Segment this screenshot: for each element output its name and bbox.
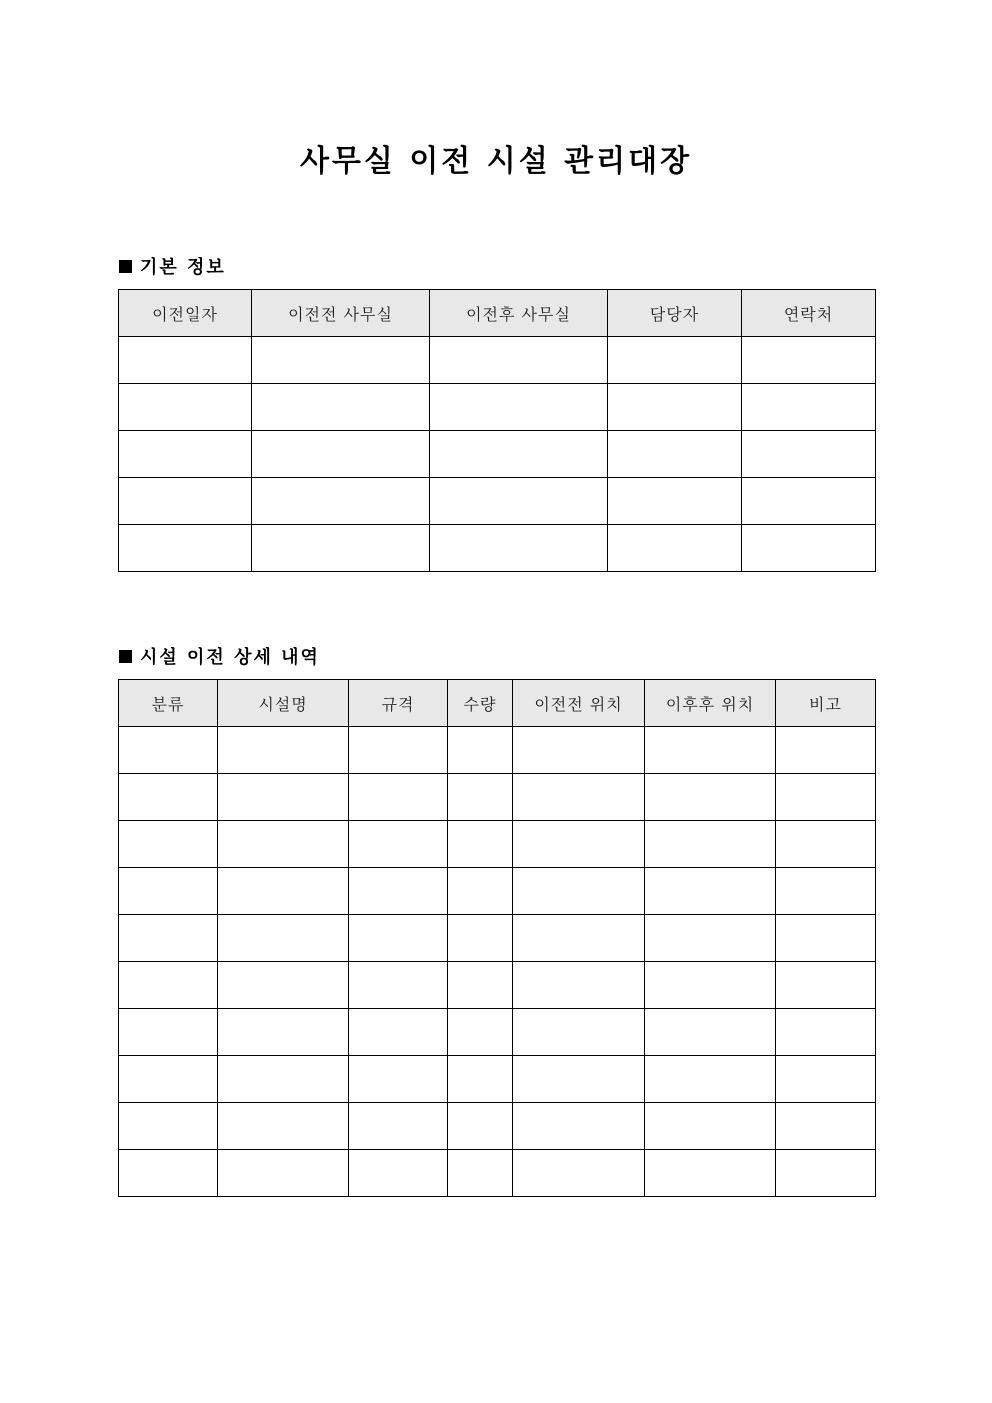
table-cell[interactable] <box>218 1150 349 1197</box>
column-header: 이전일자 <box>119 290 252 337</box>
table-cell[interactable] <box>349 1009 448 1056</box>
table-cell[interactable] <box>608 431 742 478</box>
table-cell[interactable] <box>252 478 430 525</box>
table-row <box>119 431 876 478</box>
table-cell[interactable] <box>119 727 218 774</box>
table-cell[interactable] <box>119 431 252 478</box>
table-cell[interactable] <box>742 337 876 384</box>
table-cell[interactable] <box>645 1009 776 1056</box>
table-cell[interactable] <box>608 384 742 431</box>
table-cell[interactable] <box>252 525 430 572</box>
table-cell[interactable] <box>448 1103 513 1150</box>
table-cell[interactable] <box>448 774 513 821</box>
table-row <box>119 774 876 821</box>
table-cell[interactable] <box>776 1009 876 1056</box>
table-cell[interactable] <box>645 868 776 915</box>
facility-details-table <box>118 679 876 1197</box>
table-cell[interactable] <box>513 1009 645 1056</box>
table-cell[interactable] <box>119 774 218 821</box>
table-row <box>119 337 876 384</box>
table-header-row <box>119 680 876 727</box>
table-cell[interactable] <box>513 868 645 915</box>
table-cell[interactable] <box>448 962 513 1009</box>
table-cell[interactable] <box>608 525 742 572</box>
table-cell[interactable] <box>430 431 608 478</box>
table-row <box>119 821 876 868</box>
table-cell[interactable] <box>776 915 876 962</box>
table-cell[interactable] <box>430 384 608 431</box>
table-cell[interactable] <box>218 1056 349 1103</box>
section-heading-facility-details <box>119 643 320 669</box>
table-cell[interactable] <box>119 821 218 868</box>
table-cell[interactable] <box>513 1150 645 1197</box>
table-cell[interactable] <box>513 727 645 774</box>
table-cell[interactable] <box>252 337 430 384</box>
column-header: 수량 <box>448 680 513 727</box>
table-row <box>119 868 876 915</box>
table-cell[interactable] <box>645 1056 776 1103</box>
table-cell[interactable] <box>119 478 252 525</box>
table-cell[interactable] <box>645 1103 776 1150</box>
table-cell[interactable] <box>742 525 876 572</box>
column-header: 연락처 <box>742 290 876 337</box>
table-cell[interactable] <box>119 337 252 384</box>
table-cell[interactable] <box>218 868 349 915</box>
basic-info-table <box>118 289 876 572</box>
table-cell[interactable] <box>608 337 742 384</box>
table-row <box>119 525 876 572</box>
table-cell[interactable] <box>252 431 430 478</box>
table-cell[interactable] <box>218 915 349 962</box>
table-cell[interactable] <box>776 1103 876 1150</box>
section-heading-label: 시설 이전 상세 내역 <box>140 647 320 668</box>
table-cell[interactable] <box>448 1150 513 1197</box>
table-cell[interactable] <box>218 774 349 821</box>
table-cell[interactable] <box>349 1103 448 1150</box>
table-cell[interactable] <box>645 962 776 1009</box>
table-cell[interactable] <box>430 525 608 572</box>
table-cell[interactable] <box>645 1150 776 1197</box>
table-cell[interactable] <box>742 384 876 431</box>
table-cell[interactable] <box>349 962 448 1009</box>
square-bullet-icon <box>119 260 132 273</box>
table-cell[interactable] <box>349 1056 448 1103</box>
column-header: 이전전 사무실 <box>252 290 430 337</box>
table-cell[interactable] <box>645 915 776 962</box>
table-row <box>119 1150 876 1197</box>
table-cell[interactable] <box>119 915 218 962</box>
table-cell[interactable] <box>349 821 448 868</box>
table-cell[interactable] <box>776 774 876 821</box>
table-row <box>119 727 876 774</box>
table-cell[interactable] <box>119 868 218 915</box>
square-bullet-icon <box>119 650 132 663</box>
table-cell[interactable] <box>119 384 252 431</box>
table-cell[interactable] <box>430 337 608 384</box>
table-cell[interactable] <box>776 821 876 868</box>
table-cell[interactable] <box>119 1103 218 1150</box>
table-cell[interactable] <box>513 1056 645 1103</box>
table-cell[interactable] <box>119 1056 218 1103</box>
table-cell[interactable] <box>448 1056 513 1103</box>
table-cell[interactable] <box>776 727 876 774</box>
table-cell[interactable] <box>776 1056 876 1103</box>
column-header: 담당자 <box>608 290 742 337</box>
column-header: 이전전 위치 <box>513 680 645 727</box>
table-row <box>119 384 876 431</box>
table-cell[interactable] <box>349 915 448 962</box>
table-cell[interactable] <box>742 478 876 525</box>
table-cell[interactable] <box>218 1009 349 1056</box>
table-row <box>119 1103 876 1150</box>
table-cell[interactable] <box>645 727 776 774</box>
table-cell[interactable] <box>349 774 448 821</box>
table-cell[interactable] <box>448 727 513 774</box>
table-cell[interactable] <box>119 962 218 1009</box>
table-cell[interactable] <box>218 727 349 774</box>
table-cell[interactable] <box>645 774 776 821</box>
table-cell[interactable] <box>119 1009 218 1056</box>
section-heading-basic-info <box>119 253 226 279</box>
table-cell[interactable] <box>349 727 448 774</box>
column-header: 분류 <box>119 680 218 727</box>
table-header-row <box>119 290 876 337</box>
table-cell[interactable] <box>349 868 448 915</box>
column-header: 이후후 위치 <box>645 680 776 727</box>
table-cell[interactable] <box>218 821 349 868</box>
table-cell[interactable] <box>513 774 645 821</box>
column-header: 시설명 <box>218 680 349 727</box>
table-cell[interactable] <box>513 962 645 1009</box>
table-cell[interactable] <box>513 821 645 868</box>
table-cell[interactable] <box>448 821 513 868</box>
table-row <box>119 1009 876 1056</box>
table-cell[interactable] <box>252 384 430 431</box>
table-cell[interactable] <box>513 915 645 962</box>
column-header: 이전후 사무실 <box>430 290 608 337</box>
table-row <box>119 962 876 1009</box>
table-cell[interactable] <box>119 1150 218 1197</box>
document-title: 사무실 이전 시설 관리대장 <box>299 144 693 179</box>
table-cell[interactable] <box>742 431 876 478</box>
table-cell[interactable] <box>119 525 252 572</box>
table-row <box>119 1056 876 1103</box>
column-header: 규격 <box>349 680 448 727</box>
table-cell[interactable] <box>448 915 513 962</box>
table-row <box>119 915 876 962</box>
table-cell[interactable] <box>776 1150 876 1197</box>
table-cell[interactable] <box>430 478 608 525</box>
section-heading-label: 기본 정보 <box>140 257 226 278</box>
table-cell[interactable] <box>608 478 742 525</box>
table-cell[interactable] <box>448 868 513 915</box>
column-header: 비고 <box>776 680 876 727</box>
table-cell[interactable] <box>448 1009 513 1056</box>
table-cell[interactable] <box>349 1150 448 1197</box>
table-cell[interactable] <box>513 1103 645 1150</box>
table-cell[interactable] <box>645 821 776 868</box>
table-cell[interactable] <box>776 962 876 1009</box>
table-cell[interactable] <box>218 1103 349 1150</box>
table-cell[interactable] <box>218 962 349 1009</box>
table-cell[interactable] <box>776 868 876 915</box>
table-row <box>119 478 876 525</box>
